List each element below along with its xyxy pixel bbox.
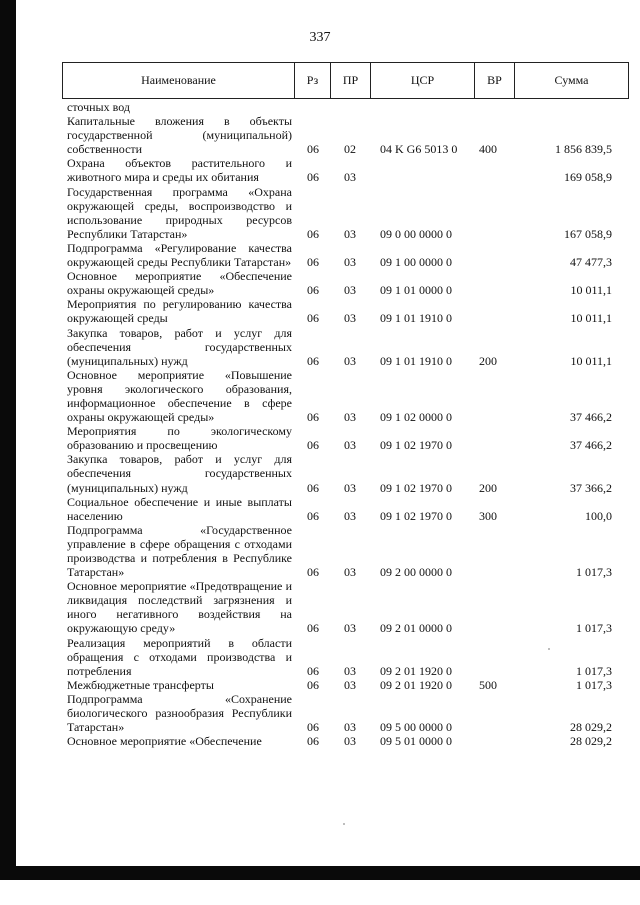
row-rz: 06: [307, 663, 319, 678]
table-row: [67, 692, 612, 734]
row-rz: 06: [307, 410, 319, 425]
row-pr: 03: [344, 438, 356, 453]
row-name: Основное мероприятие «Обеспечение охраны окружающей среды»: [67, 269, 292, 298]
row-rz: 06: [307, 283, 319, 298]
table-row: [67, 114, 612, 156]
row-csr: 09 5 00 0000 0: [380, 720, 452, 735]
row-sum: 167 058,9: [564, 226, 612, 241]
table-row: [67, 326, 612, 368]
row-vr: 500: [479, 677, 497, 692]
row-pr: 03: [344, 734, 356, 749]
row-sum: 37 466,2: [570, 438, 612, 453]
row-sum: 1 017,3: [576, 565, 612, 580]
table-row: [67, 636, 612, 678]
row-name: Капитальные вложения в объекты государственной (муниципальной) собственности: [67, 114, 292, 157]
row-rz: 06: [307, 508, 319, 523]
row-sum: 28 029,2: [570, 720, 612, 735]
page-number: 337: [309, 30, 331, 45]
table-row: [67, 424, 612, 452]
row-pr: 03: [344, 311, 356, 326]
scan-border-left: [0, 0, 16, 866]
row-name: Основное мероприятие «Повышение уровня экологического образования, информационное обеспечение в сфере охраны окружающей среды»: [67, 367, 292, 425]
row-vr: 400: [479, 142, 497, 157]
table-row: [67, 100, 612, 114]
table-row: [67, 297, 612, 325]
row-sum: 100,0: [585, 508, 612, 523]
row-sum: 28 029,2: [570, 734, 612, 749]
table-row: [67, 185, 612, 241]
table-row: [67, 495, 612, 523]
row-rz: 06: [307, 734, 319, 749]
row-rz: 06: [307, 170, 319, 185]
row-rz: 06: [307, 480, 319, 495]
table-row: [67, 269, 612, 297]
row-vr: 300: [479, 508, 497, 523]
row-csr: 09 1 02 1970 0: [380, 508, 452, 523]
row-pr: 03: [344, 480, 356, 495]
row-pr: 02: [344, 142, 356, 157]
row-vr: 200: [479, 480, 497, 495]
row-pr: 03: [344, 353, 356, 368]
row-csr: 09 1 02 1970 0: [380, 480, 452, 495]
row-csr: 09 1 01 0000 0: [380, 283, 452, 298]
row-name: Закупка товаров, работ и услуг для обеспечения государственных (муниципальных) нужд: [67, 325, 292, 368]
header-vr: ВР: [475, 63, 515, 98]
table-row: [67, 156, 612, 184]
row-pr: 03: [344, 677, 356, 692]
row-csr: 09 2 01 1920 0: [380, 663, 452, 678]
row-csr: 09 1 02 1970 0: [380, 438, 452, 453]
row-name: Мероприятия по экологическому образованию и просвещению: [67, 424, 292, 453]
row-csr: 09 5 01 0000 0: [380, 734, 452, 749]
row-csr: 09 2 01 0000 0: [380, 621, 452, 636]
scan-speck: [343, 823, 345, 825]
row-csr: 04 K G6 5013 0: [380, 142, 458, 157]
row-csr: 09 1 01 1910 0: [380, 353, 452, 368]
row-csr: 09 1 01 1910 0: [380, 311, 452, 326]
scan-border-bottom: [0, 866, 640, 880]
row-rz: 06: [307, 677, 319, 692]
row-pr: 03: [344, 663, 356, 678]
row-pr: 03: [344, 255, 356, 270]
row-name: сточных вод: [67, 100, 130, 114]
row-name: Государственная программа «Охрана окружающей среды, воспроизводство и использование природных ресурсов Республики Татарстан»: [67, 184, 292, 241]
row-pr: 03: [344, 720, 356, 735]
header-rz: Рз: [295, 63, 331, 98]
row-csr: 09 0 00 0000 0: [380, 226, 452, 241]
row-rz: 06: [307, 720, 319, 735]
row-pr: 03: [344, 508, 356, 523]
row-pr: 03: [344, 226, 356, 241]
row-name: Подпрограмма «Государственное управление в сфере обращения с отходами производства и потребления в Республике Татарстан»: [67, 522, 292, 580]
table-row: [67, 523, 612, 579]
row-rz: 06: [307, 226, 319, 241]
header-name: Наименование: [63, 63, 295, 98]
row-pr: 03: [344, 565, 356, 580]
row-sum: 169 058,9: [564, 170, 612, 185]
row-rz: 06: [307, 311, 319, 326]
table-row: [67, 241, 612, 269]
row-csr: 09 1 00 0000 0: [380, 255, 452, 270]
row-sum: 10 011,1: [570, 311, 612, 326]
row-vr: 200: [479, 353, 497, 368]
table-row: [67, 368, 612, 424]
row-sum: 1 017,3: [576, 663, 612, 678]
table-row: [67, 734, 612, 748]
row-rz: 06: [307, 621, 319, 636]
row-sum: 1 017,3: [576, 677, 612, 692]
row-csr: 09 2 00 0000 0: [380, 565, 452, 580]
row-sum: 10 011,1: [570, 283, 612, 298]
table-body: [67, 100, 612, 748]
table-header: [62, 62, 629, 99]
row-csr: 09 1 02 0000 0: [380, 410, 452, 425]
row-rz: 06: [307, 255, 319, 270]
row-rz: 06: [307, 565, 319, 580]
row-name: Основное мероприятие «Обеспечение: [67, 734, 262, 749]
row-pr: 03: [344, 621, 356, 636]
row-rz: 06: [307, 142, 319, 157]
row-name: Основное мероприятие «Предотвращение и ликвидация последствий загрязнения и иного негативного воздействия на окружающую среду»: [67, 579, 292, 636]
row-rz: 06: [307, 438, 319, 453]
row-sum: 37 366,2: [570, 480, 612, 495]
row-sum: 1 856 839,5: [555, 142, 612, 157]
row-name: Охрана объектов растительного и животного мира и среды их обитания: [67, 156, 292, 185]
table-row: [67, 452, 612, 494]
row-sum: 37 466,2: [570, 410, 612, 425]
row-name: Закупка товаров, работ и услуг для обеспечения государственных (муниципальных) нужд: [67, 452, 292, 495]
header-csr: ЦСР: [371, 63, 475, 98]
row-pr: 03: [344, 170, 356, 185]
header-pr: ПР: [331, 63, 371, 98]
table-row: [67, 579, 612, 635]
row-sum: 1 017,3: [576, 621, 612, 636]
row-pr: 03: [344, 283, 356, 298]
row-name: Межбюджетные трансферты: [67, 677, 214, 692]
row-name: Подпрограмма «Регулирование качества окружающей среды Республики Татарстан»: [67, 240, 292, 270]
row-pr: 03: [344, 410, 356, 425]
row-sum: 47 477,3: [570, 255, 612, 270]
row-name: Мероприятия по регулированию качества окружающей среды: [67, 297, 292, 326]
row-name: Социальное обеспечение и иные выплаты населению: [67, 494, 292, 523]
row-name: Подпрограмма «Сохранение биологического разнообразия Республики Татарстан»: [67, 691, 292, 735]
table-row: [67, 678, 612, 692]
header-sum: Сумма: [554, 73, 589, 87]
row-sum: 10 011,1: [570, 353, 612, 368]
row-csr: 09 2 01 1920 0: [380, 677, 452, 692]
row-name: Реализация мероприятий в области обращения с отходами производства и потребления: [67, 635, 292, 678]
row-rz: 06: [307, 353, 319, 368]
